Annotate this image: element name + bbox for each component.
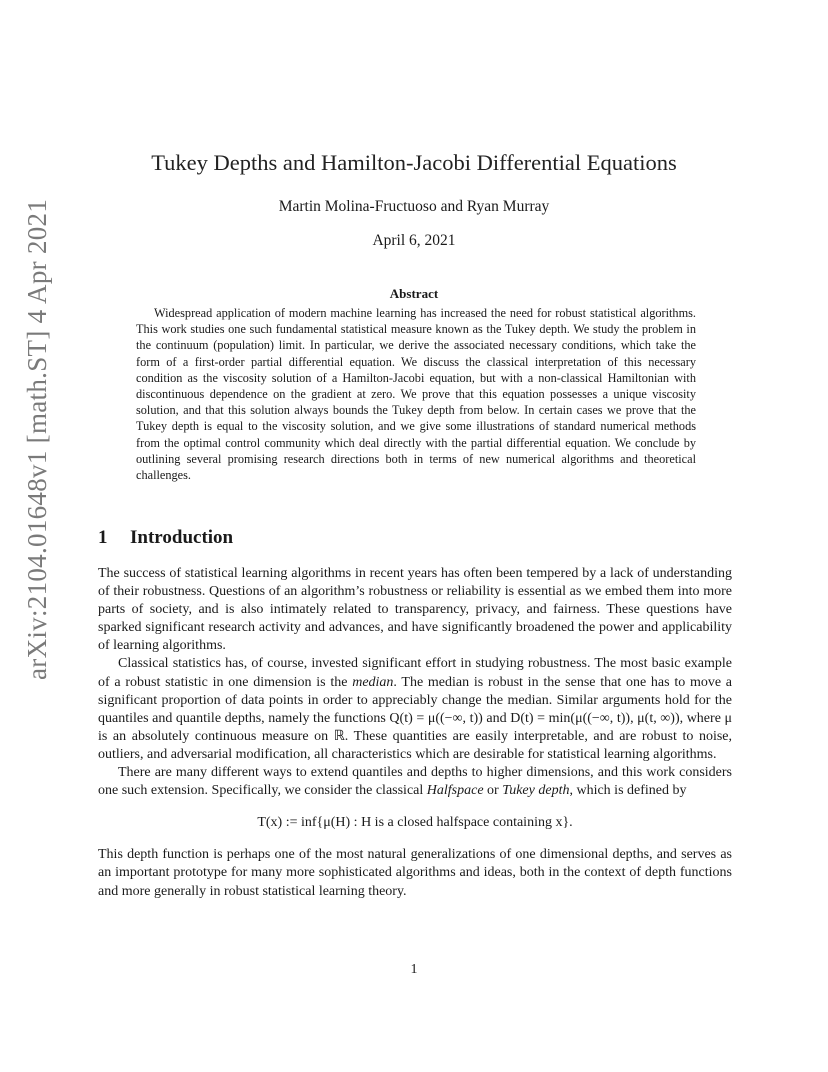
paragraph-2	[98, 655, 732, 764]
page-number: 1	[410, 962, 418, 977]
paragraph-4: This depth function is perhaps one of the most natural generalizations of one dimensional depths, and serves as an important prototype for many more sophisticated algorithms and ideas, both in the context of depth functions and more generally in robust statistical learning theory.	[98, 847, 732, 899]
abstract-text: Widespread application of modern machine learning has increased the need for robust statistical algorithms. This work studies one such fundamental statistical measure known as the Tukey depth. We study the problem in the continuum (population) limit. In particular, we derive the associated necessary conditions, which take the form of a first-order partial differential equation. We discuss the classical interpretation of this necessary condition as the viscosity solution of a Hamilton-Jacobi equation, but with a non-classical Hamiltonian with discontinuous dependence on the gradient at zero. We prove that this equation possesses a unique viscosity solution, and that this solution always bounds the Tukey depth from below. In certain cases we prove that the Tukey depth is equal to the viscosity solution, and we give some illustrations of standard numerical methods from the optimal control community which deal directly with the partial differential equation. We conclude by outlining several promising research directions both in terms of new numerical algorithms and theoretical challenges.	[136, 306, 696, 483]
paragraph-3-text-c: , which is defined by	[569, 783, 687, 799]
section-heading	[98, 527, 233, 549]
paper-date: April 6, 2021	[372, 232, 456, 249]
paragraph-3-text-b: or	[483, 783, 503, 799]
paper-title: Tukey Depths and Hamilton-Jacobi Differential Equations	[151, 150, 677, 175]
median-emphasis: median	[352, 674, 394, 690]
paragraph-1: The success of statistical learning algorithms in recent years has often been tempered by a lack of understanding of their robustness. Questions of an algorithm’s robustness or reliability is essential as we embed them into more parts of society, and is also intimately related to transparency, privacy, and fairness. These questions have sparked significant research activity and advances, and have significantly broadened the power and applicability of learning algorithms.	[98, 566, 732, 654]
section-title: Introduction	[130, 527, 234, 548]
paragraph-3-text-a: There are many different ways to extend quantiles and depths to higher dimensions, and this work considers one such extension. Specifically, we consider the classical	[98, 765, 732, 799]
paragraph-2-text-b: . The median is robust in the sense that one has to move a significant proportion of data points in order to appreciably change the median. Similar arguments hold for the quantiles and quantile depths, namely the functions Q(t) = μ((−∞, t)) and D(t) = min(μ((−∞, t)), μ(t, ∞)), where μ is an absolutely continuous measure on ℝ. These quantities are easily interpretable, and are robust to noise, outliers, and adversarial modification, all characteristics which are desirable for statistical learning algorithms.	[98, 674, 733, 762]
arxiv-identifier: arXiv:2104.01648v1 [math.ST] 4 Apr 2021	[22, 198, 52, 680]
tukey-depth-emphasis: Tukey depth	[502, 783, 570, 799]
tukey-depth-equation: T(x) := inf{μ(H) : H is a closed halfspace containing x}.	[257, 815, 573, 831]
section-body	[98, 565, 732, 901]
paper-authors: Martin Molina-Fructuoso and Ryan Murray	[278, 198, 550, 215]
section-number: 1	[98, 527, 108, 548]
paragraph-3	[98, 764, 732, 800]
halfspace-emphasis: Halfspace	[426, 783, 484, 799]
abstract-heading: Abstract	[389, 286, 439, 301]
paragraph-2-text-a: Classical statistics has, of course, invested significant effort in studying robustness. The most basic example of a robust statistic in one dimension is the	[98, 656, 732, 690]
